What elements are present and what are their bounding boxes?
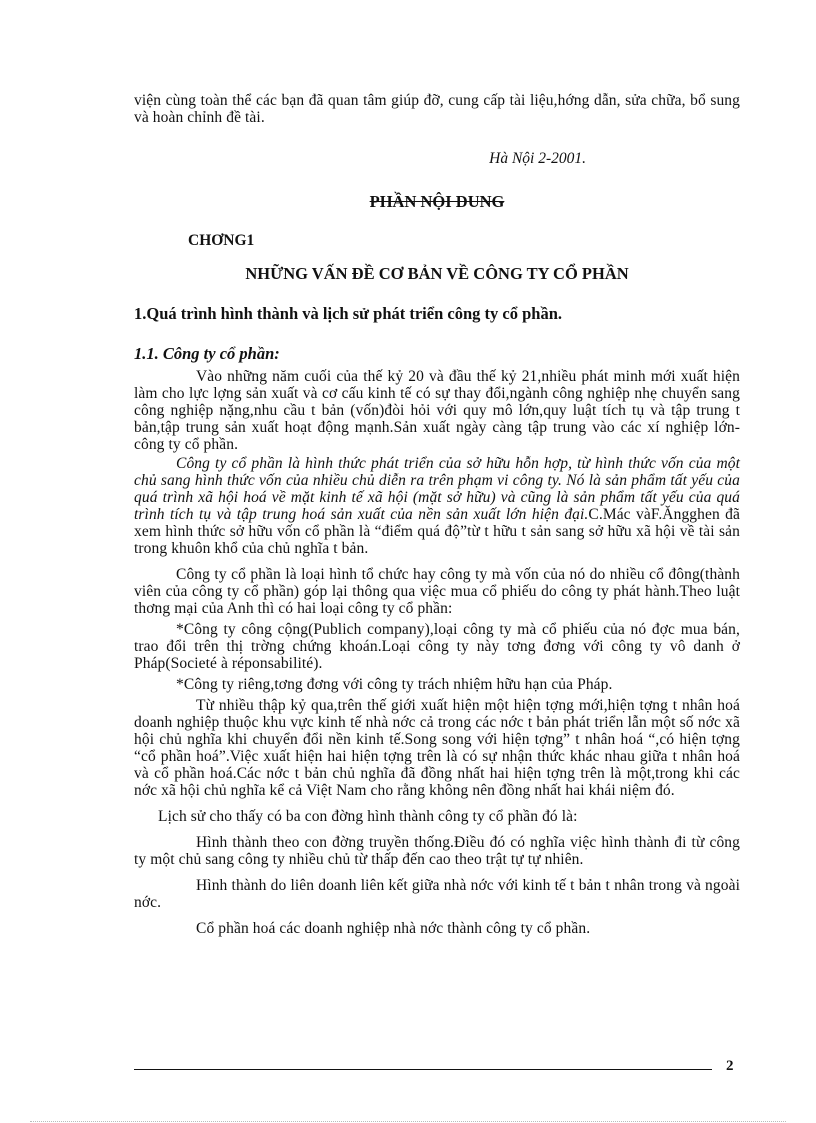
part-title: PHẦN NỘI DUNG <box>369 192 505 211</box>
paragraph-2-normal: C.Mác vàF.Ăngghen đã xem hình thức sở hữu vốn cổ phần là “điểm quá độ”từ t hữu t sản sang sở hữu xã hội về tài sản trong khuôn khổ của chủ nghĩa t bản. <box>134 506 741 557</box>
page-bottom-edge <box>30 1121 786 1122</box>
chapter-title: NHỮNG VẤN ĐỀ CƠ BẢN VỀ CÔNG TY CỔ PHẦN <box>245 264 629 283</box>
paragraph-8: Hình thành theo con đờng truyền thống.Điều đó có nghĩa việc hình thành đi từ công ty một chủ sang công ty nhiều chủ từ thấp đến cao theo trật tự tự nhiên. <box>134 834 740 868</box>
page-number: 2 <box>726 1058 734 1074</box>
subsection-title: 1.1. Công ty cổ phần: <box>134 344 280 363</box>
paragraph-1: Vào những năm cuối của thế kỷ 20 và đầu thế kỷ 21,nhiều phát minh mới xuất hiện làm cho lực lợng sản xuất và cơ cấu kinh tế có sự thay đổi,ngành công nghiệp nhẹ chuyển sang công nghiệp nặng,nhu cầu t bản (vốn)đòi hỏi với quy mô lớn,quy luật tích tụ và tập trung t bản,tập trung sản xuất hoạt động mạnh.Sản xuất ngày càng tập trung vào các xí nghiệp lớn-công ty cổ phần. <box>134 368 740 453</box>
paragraph-10: Cổ phần hoá các doanh nghiệp nhà nớc thành công ty cổ phần. <box>196 920 591 937</box>
paragraph-7: Lịch sử cho thấy có ba con đờng hình thành công ty cổ phần đó là: <box>158 808 578 825</box>
paragraph-5: *Công ty riêng,tơng đơng với công ty trách nhiệm hữu hạn của Pháp. <box>176 676 613 693</box>
document-body <box>134 92 740 937</box>
intro-paragraph: viện cùng toàn thể các bạn đã quan tâm giúp đỡ, cung cấp tài liệu,hớng dẫn, sửa chữa, bổ sung và hoàn chỉnh đề tài. <box>134 92 740 126</box>
date-line: Hà Nội 2-2001. <box>489 150 586 167</box>
paragraph-3: Công ty cổ phần là loại hình tổ chức hay công ty mà vốn của nó do nhiều cổ đông(thành viên của công ty cổ phần) góp lại thông qua việc mua cổ phiếu do công ty phát hành.Theo luật thơng mại của Anh thì có hai loại công ty cổ phần: <box>134 566 740 617</box>
paragraph-2-italic: Công ty cổ phần là hình thức phát triển của sở hữu hỗn hợp, từ hình thức vốn của một chủ sang hình thức vốn của nhiều chủ diễn ra trên phạm vi công ty. Nó là sản phẩm tất yếu của quá trình xã hội hoá về mặt kinh tế xã hội (mặt sở hữu) và cũng là sản phẩm tất yếu của quá trình tích tụ và tập trung hoá sản xuất của nền sản xuất lớn hiện đại. <box>134 455 740 523</box>
paragraph-4: *Công ty công cộng(Publich company),loại công ty mà cổ phiếu của nó đợc mua bán, trao đổi trên thị trờng chứng khoán.Loại công ty này tơng đơng với công ty vô danh ở Pháp(Societé à réponsabilité). <box>134 621 740 672</box>
footer-divider <box>134 1069 712 1070</box>
chapter-label: CHƠNG1 <box>188 232 255 249</box>
section-title: 1.Quá trình hình thành và lịch sử phát triển công ty cổ phần. <box>134 304 562 323</box>
paragraph-6: Từ nhiều thập kỷ qua,trên thế giới xuất hiện một hiện tợng mới,hiện tợng t nhân hoá doanh nghiệp thuộc khu vực kinh tế nhà nớc cả trong các nớc t bản phát triển lẫn một số nớc xã hội chủ nghĩa khi chuyển đổi nền kinh tế.Song song với hiện tợng” t nhân hoá “,có hiện tợng “cổ phần hoá”.Việc xuất hiện hai hiện tợng trên là có sự nhận thức khác nhau giữa t nhân hoá và cổ phần hoá.Các nớc t bản chủ nghĩa đã đồng nhất hai hiện tợng trên là một,trong khi các nớc xã hội chủ nghĩa kể cả Việt Nam cho rằng không nên đồng nhất hai khái niệm đó. <box>134 697 740 799</box>
paragraph-2 <box>134 455 740 557</box>
paragraph-9: Hình thành do liên doanh liên kết giữa nhà nớc với kinh tế t bản t nhân trong và ngoài nớc. <box>134 877 740 911</box>
